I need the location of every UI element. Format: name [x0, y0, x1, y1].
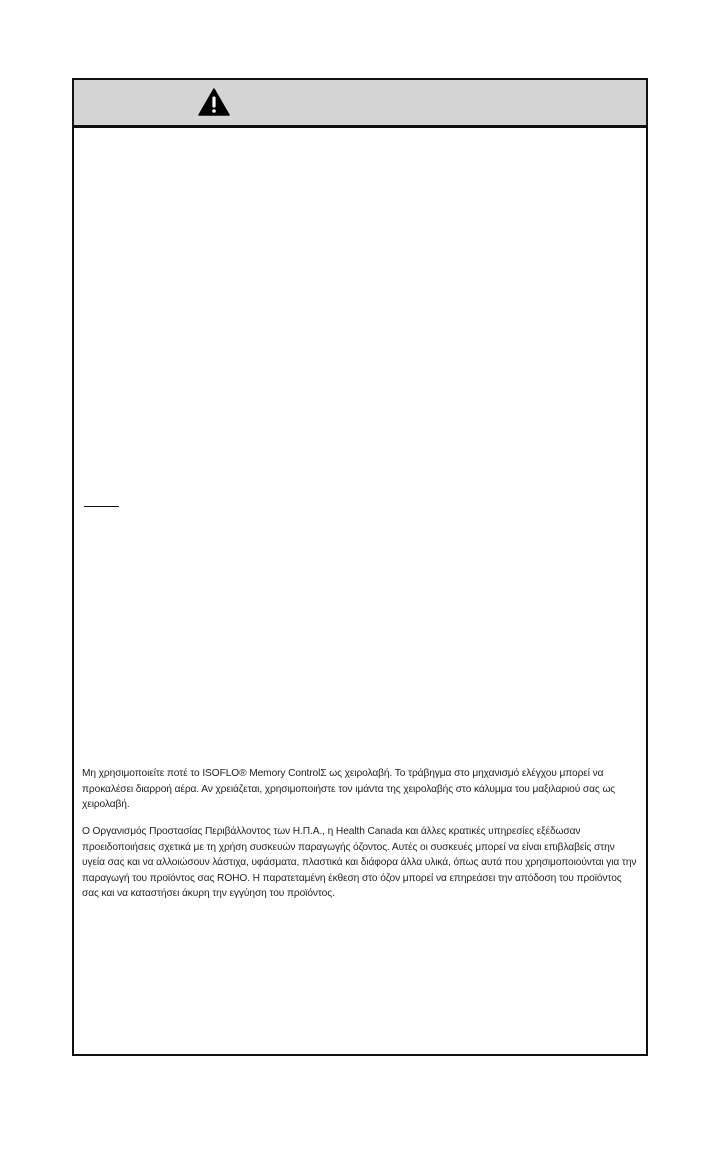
warning-triangle-icon [198, 88, 230, 116]
warning-paragraph-ozone: Ο Οργανισμός Προστασίας Περιβάλλοντος των Η.Π.Α., η Health Canada και άλλες κρατικές υπηρεσίες εξέδωσαν προειδοποιήσεις σχετικά με τη χρήση συσκευών παραγωγής όζοντος. Αυτές οι συσκευές μπορεί να είναι επιβλαβείς στην υγεία σας και να αλλοιώσουν λάστιχα, υφάσματα, πλαστικά και διάφορα άλλα υλικά, όπως αυτά που χρησιμοποιούνται για την παραγωγή του προϊόντος σας ROHO. Η παρατεταμένη έκθεση στο όζον μπορεί να επηρεάσει την απόδοση του προϊόντος σας και να καταστήσει άκυρη την εγγύηση του προϊόντος. [82, 826, 637, 899]
warning-header [74, 80, 646, 128]
note-underline [84, 506, 119, 507]
warning-box [72, 78, 648, 1056]
warning-paragraph-handle: Μη χρησιμοποιείτε ποτέ το ISOFLO® Memory ControlΣ ως χειρολαβή. Το τράβηγμα στο μηχανισμό ελέγχου μπορεί να προκαλέσει διαρροή αέρα. Αν χρειάζεται, χρησιμοποιήστε τον ιμάντα της χειρολαβής στο κάλυμμα του μαξιλαριού σας ως χειρολαβή. [82, 768, 616, 810]
